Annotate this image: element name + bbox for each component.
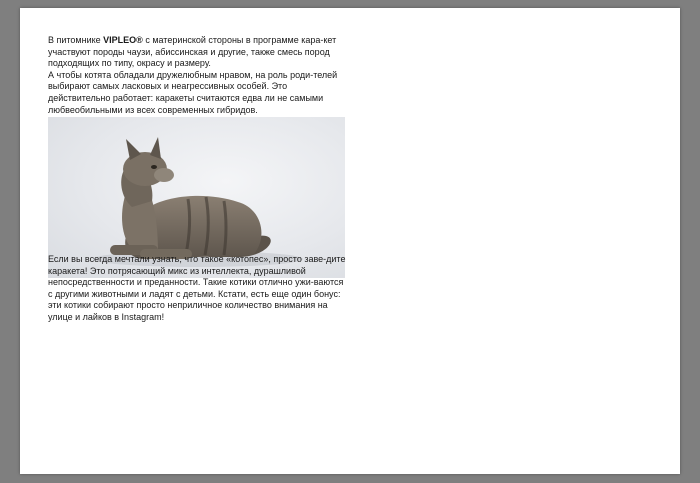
brand-name: VIPLEO® <box>103 35 143 45</box>
intro-paragraph <box>48 35 348 70</box>
temperament-paragraph: А чтобы котята обладали дружелюбным нравом, на роль роди-телей выбирают самых ласковых и неагрессивных особей. Это действительно работает: каракеты считаются едва ли не самыми любвеобильными из всех современных гибридов. <box>48 69 338 115</box>
intro-suffix: с материнской стороны в программе кара-кет участвуют породы чаузи, абиссинская и другие, также смесь пород подходящих по типу, окрасу и размеру. <box>48 35 337 69</box>
text-block-bottom <box>48 254 348 324</box>
intro-prefix: В питомнике <box>48 35 104 45</box>
document-page <box>20 8 680 474</box>
text-block-top <box>48 35 348 116</box>
kotopes-paragraph: Если вы всегда мечтали узнать, что такое «котопес», просто заве-дите каракета! Это потрясающий микс из интеллекта, дурашливой непосредственности и преданности. Такие котики отлично ужи-ваются с другими животными и ладят с детьми. Кстати, есть еще один бонус: эти котики собирают просто неприличное количество внимания на улице и лайков в Instagram! <box>48 254 346 322</box>
